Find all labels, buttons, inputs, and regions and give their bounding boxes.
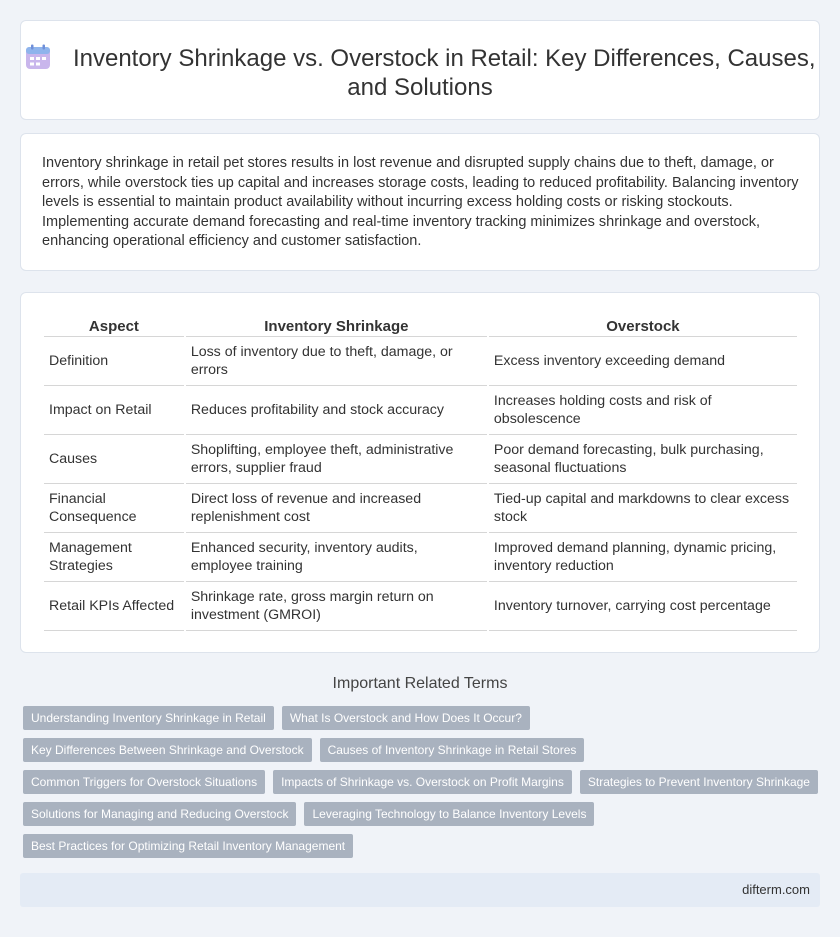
row-overstock: Improved demand planning, dynamic pricing, inventory reduction [489,533,797,582]
footer-site-link[interactable]: difterm.com [742,882,810,897]
row-aspect: Retail KPIs Affected [44,582,184,631]
row-overstock: Poor demand forecasting, bulk purchasing, seasonal fluctuations [489,435,797,484]
footer [20,873,820,907]
related-term-link[interactable]: Strategies to Prevent Inventory Shrinkage [580,770,818,794]
calendar-icon [25,44,51,70]
related-term-link[interactable]: Causes of Inventory Shrinkage in Retail Stores [320,738,585,762]
row-aspect: Causes [44,435,184,484]
column-header-shrinkage: Inventory Shrinkage [186,315,487,337]
column-header-overstock: Overstock [489,315,797,337]
related-term-link[interactable]: Common Triggers for Overstock Situations [23,770,265,794]
title-wrap [21,44,819,102]
table-row [44,386,797,435]
intro-card [20,133,820,271]
table-row [44,582,797,631]
row-aspect: Management Strategies [44,533,184,582]
comparison-table [42,315,799,631]
comparison-card [20,292,820,653]
row-shrinkage: Shoplifting, employee theft, administrative errors, supplier fraud [186,435,487,484]
row-shrinkage: Shrinkage rate, gross margin return on investment (GMROI) [186,582,487,631]
related-term-link[interactable]: What Is Overstock and How Does It Occur? [282,706,530,730]
related-term-link[interactable]: Understanding Inventory Shrinkage in Retail [23,706,274,730]
table-row [44,435,797,484]
related-terms-list [23,706,818,858]
related-term-link[interactable]: Best Practices for Optimizing Retail Inventory Management [23,834,353,858]
related-term-link[interactable]: Solutions for Managing and Reducing Overstock [23,802,296,826]
related-term-link[interactable]: Key Differences Between Shrinkage and Overstock [23,738,312,762]
row-aspect: Financial Consequence [44,484,184,533]
title-card [20,20,820,120]
intro-paragraph: Inventory shrinkage in retail pet stores results in lost revenue and disrupted supply chains due to theft, damage, or errors, while overstock ties up capital and increases storage costs, leading to reduced profitability. Balancing inventory levels is essential to maintain product availability without incurring excess holding costs or risking stockouts. Implementing accurate demand forecasting and real-time inventory tracking minimizes shrinkage and overstock, enhancing operational efficiency and customer satisfaction. [42,155,799,249]
row-shrinkage: Direct loss of revenue and increased replenishment cost [186,484,487,533]
row-shrinkage: Enhanced security, inventory audits, employee training [186,533,487,582]
related-terms-heading: Important Related Terms [332,675,508,692]
row-shrinkage: Loss of inventory due to theft, damage, or errors [186,337,487,386]
row-shrinkage: Reduces profitability and stock accuracy [186,386,487,435]
row-aspect: Definition [44,337,184,386]
page-title: Inventory Shrinkage vs. Overstock in Retail: Key Differences, Causes, and Solutions [72,45,816,101]
row-overstock: Tied-up capital and markdowns to clear excess stock [489,484,797,533]
row-aspect: Impact on Retail [44,386,184,435]
related-term-link[interactable]: Impacts of Shrinkage vs. Overstock on Profit Margins [273,770,572,794]
row-overstock: Increases holding costs and risk of obsolescence [489,386,797,435]
table-row [44,533,797,582]
table-header-row [44,315,797,337]
row-overstock: Inventory turnover, carrying cost percentage [489,582,797,631]
table-row [44,337,797,386]
related-term-link[interactable]: Leveraging Technology to Balance Inventory Levels [304,802,594,826]
table-row [44,484,797,533]
column-header-aspect: Aspect [44,315,184,337]
row-overstock: Excess inventory exceeding demand [489,337,797,386]
